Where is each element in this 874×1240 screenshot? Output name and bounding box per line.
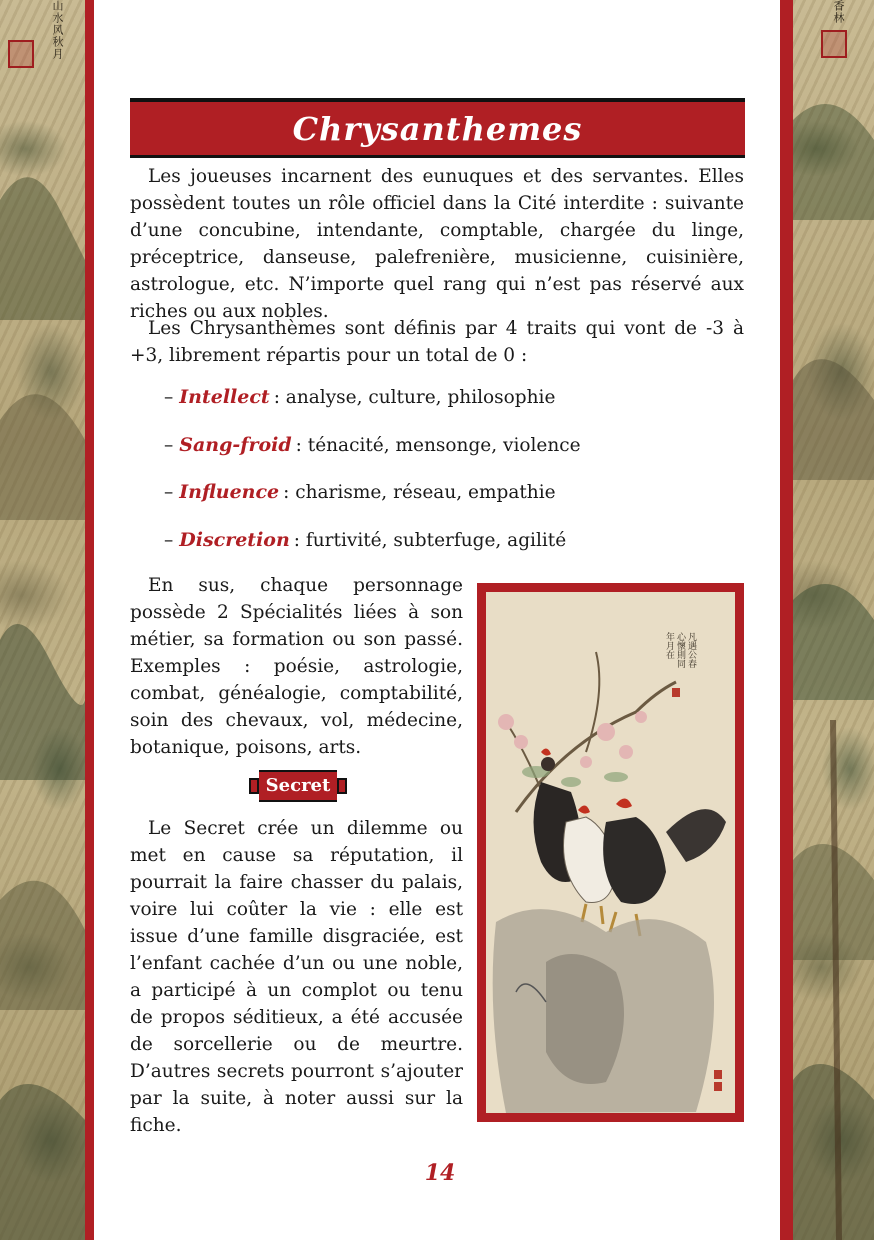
intro-paragraph — [130, 163, 744, 325]
trait-description: : ténacité, mensonge, violence — [295, 434, 581, 456]
trait-description: : furtivité, subterfuge, agilité — [293, 529, 567, 551]
right-landscape-art — [793, 0, 874, 1240]
trait-description: : analyse, culture, philosophie — [273, 387, 556, 408]
svg-text:凡遇公春: 凡遇公春 — [686, 632, 696, 668]
trait-item-discretion: – Discretion : furtivité, subterfuge, agilité — [164, 528, 567, 551]
trait-item-intellect: – Intellect : analyse, culture, philosophie — [164, 386, 556, 408]
trait-description: : charisme, réseau, empathie — [283, 482, 556, 503]
secret-paragraph-text: Le Secret crée un dilemme ou met en cause sa réputation, il pourrait la faire chasser du palais, voire lui coûter la vie : elle est issue d’une famille disgraciée, est l’enfant cachée d’un ou une noble, a participé à un complot ou tenu de propos séditieux, a été accusée de sorcellerie ou de meurtre. D’autres secrets pourront s’ajouter par la suite, à noter aussi sur la fiche. — [130, 818, 463, 1136]
trait-name: Discretion — [179, 528, 290, 551]
specialties-paragraph — [130, 572, 463, 761]
trait-name: Influence — [179, 481, 280, 503]
svg-text:年月在: 年月在 — [664, 632, 674, 659]
left-brush-calligraphy: 山水风秋月 — [51, 0, 64, 60]
right-brush-calligraphy: 香林 — [832, 0, 845, 24]
left-decorative-painting — [0, 0, 85, 1240]
section-title-banner — [130, 98, 745, 158]
trait-name: Sang-froid — [179, 433, 292, 456]
right-decorative-painting — [793, 0, 874, 1240]
page-number: 14 — [424, 1160, 456, 1186]
trait-name: Intellect — [179, 386, 270, 408]
svg-text:心懷則同: 心懷則同 — [675, 632, 685, 668]
secret-heading: Secret — [259, 770, 337, 802]
section-title: Chrysanthemes — [292, 109, 583, 148]
secret-paragraph — [130, 815, 463, 1139]
trait-item-influence: – Influence : charisme, réseau, empathie — [164, 481, 556, 503]
roosters-painting-image — [486, 592, 735, 1113]
traits-intro-text: Les Chrysanthèmes sont définis par 4 traits qui vont de -3 à +3, librement répartis pour un total de 0 : — [130, 318, 744, 366]
secret-heading-badge — [249, 770, 347, 802]
painting-frame — [477, 583, 744, 1122]
trait-item-sang-froid: – Sang-froid : ténacité, mensonge, violence — [164, 433, 581, 456]
badge-right-cap — [337, 778, 347, 794]
intro-paragraph-text: Les joueuses incarnent des eunuques et des servantes. Elles possèdent toutes un rôle officiel dans la Cité interdite : suivante d’une concubine, intendante, comptable, chargée du linge, préceptrice, danseuse, palefrenière, musicienne, cuisinière, astrologue, etc. N’importe quel rang qui n’est pas réservé aux riches ou aux nobles. — [130, 166, 744, 322]
badge-left-cap — [249, 778, 259, 794]
left-red-border — [85, 0, 94, 1240]
specialties-text: En sus, chaque personnage possède 2 Spécialités liées à son métier, sa formation ou son passé. Exemples : poésie, astrologie, combat, généalogie, comptabilité, soin des chevaux, vol, médecine, botanique, poisons, arts. — [130, 575, 463, 758]
left-landscape-art — [0, 0, 85, 1240]
traits-intro-paragraph — [130, 315, 744, 369]
traits-list — [164, 386, 744, 576]
right-red-border — [780, 0, 793, 1240]
